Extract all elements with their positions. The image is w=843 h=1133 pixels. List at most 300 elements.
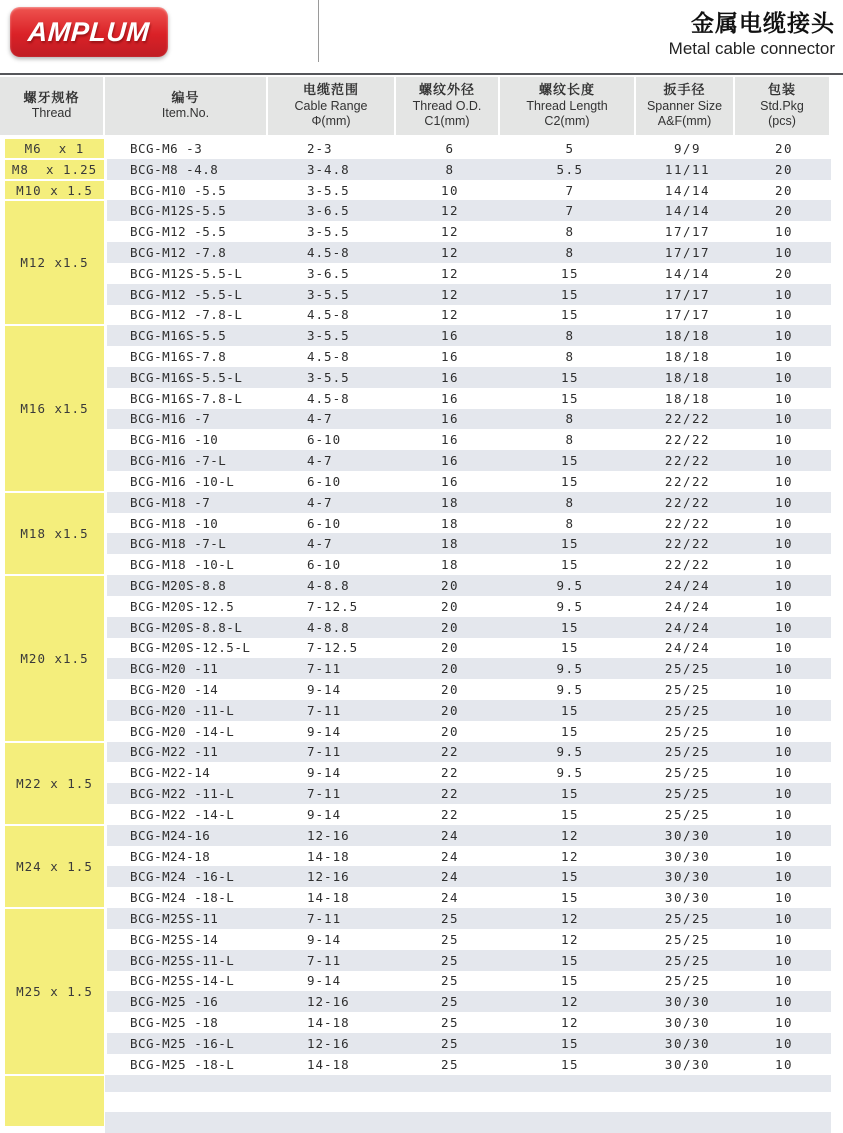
- spanner-size-cell: 30/30: [664, 1015, 711, 1031]
- std-pkg-cell: 10: [774, 848, 794, 864]
- cable-range-cell: 4.5-8: [307, 390, 350, 406]
- cable-range-cell: 6-10: [307, 515, 342, 531]
- thread-length-cell: 15: [502, 450, 638, 471]
- column-header-label: 电缆范围: [302, 82, 359, 98]
- thread-length-cell: 9.5: [556, 765, 584, 781]
- thread-od-cell: 24: [398, 866, 502, 887]
- column-header-label: 螺纹长度: [538, 82, 595, 98]
- item-no-cell: BCG-M16 -10-L: [105, 471, 270, 492]
- thread-od-cell: 20: [440, 723, 460, 739]
- column-header-label: 螺纹外径: [418, 82, 475, 98]
- thread-length-cell: 15: [502, 284, 638, 305]
- thread-length-cell: 8: [502, 325, 638, 346]
- std-pkg-cell: 10: [737, 700, 831, 721]
- std-pkg-cell: 10: [774, 806, 794, 822]
- spanner-size-cell: 25/25: [638, 783, 737, 804]
- thread-od-cell: 22: [440, 765, 460, 781]
- column-header-label: 螺牙规格: [23, 90, 80, 106]
- thread-length-cell: 15: [560, 806, 580, 822]
- thread-od-cell: 16: [398, 367, 502, 388]
- item-no-cell: BCG-M6 -3: [105, 138, 270, 159]
- thread-group-cell: M12 x1.5: [5, 201, 104, 324]
- header-divider-line: [318, 0, 319, 62]
- column-header-thread-length: [500, 77, 634, 135]
- thread-group-cell: M24 x 1.5: [5, 826, 104, 907]
- spanner-size-cell: 30/30: [664, 1056, 711, 1072]
- thread-od-cell: 25: [398, 908, 502, 929]
- item-no-cell: BCG-M25 -16: [105, 991, 270, 1012]
- cable-range-cell: 3-5.5: [270, 284, 398, 305]
- thread-length-cell: 15: [502, 950, 638, 971]
- spanner-size-cell: 25/25: [664, 682, 711, 698]
- item-no-cell: BCG-M16 -7: [105, 409, 270, 430]
- thread-length-cell: 12: [560, 848, 580, 864]
- cable-range-cell: 14-18: [307, 848, 350, 864]
- item-no-cell: BCG-M24 -18-L: [105, 887, 270, 908]
- thread-od-cell: 24: [398, 825, 502, 846]
- cable-range-cell: 12-16: [270, 1033, 398, 1054]
- cable-range-cell: 7-11: [270, 908, 398, 929]
- thread-length-cell: 15: [560, 473, 580, 489]
- cable-range-cell: 9-14: [307, 806, 342, 822]
- spanner-size-cell: 24/24: [664, 598, 711, 614]
- thread-group-cell: M10 x 1.5: [5, 181, 104, 200]
- item-no-cell: BCG-M22 -11: [105, 742, 270, 763]
- thread-od-cell: 12: [398, 200, 502, 221]
- spanner-size-cell: 30/30: [664, 848, 711, 864]
- std-pkg-cell: 10: [737, 991, 831, 1012]
- std-pkg-cell: 10: [737, 658, 831, 679]
- item-no-cell: BCG-M12 -7.8-L: [105, 305, 270, 326]
- item-no-cell: BCG-M12 -7.8: [105, 242, 270, 263]
- thread-length-cell: 15: [560, 723, 580, 739]
- thread-length-cell: 8: [565, 432, 575, 448]
- thread-length-cell: 15: [502, 533, 638, 554]
- spanner-size-cell: 30/30: [638, 991, 737, 1012]
- item-no-cell: BCG-M20S-12.5: [105, 596, 270, 617]
- column-header-label: 包装: [767, 82, 796, 98]
- thread-od-cell: 16: [440, 390, 460, 406]
- thread-length-cell: 12: [502, 825, 638, 846]
- thread-length-cell: 15: [502, 1033, 638, 1054]
- thread-length-cell: 15: [560, 973, 580, 989]
- cable-range-cell: 9-14: [307, 723, 342, 739]
- item-no-cell: BCG-M10 -5.5: [105, 180, 270, 201]
- std-pkg-cell: 10: [737, 617, 831, 638]
- thread-length-cell: 8: [502, 409, 638, 430]
- thread-length-cell: 9.5: [502, 575, 638, 596]
- cable-range-cell: 9-14: [307, 931, 342, 947]
- column-header-label: Cable Range: [294, 98, 368, 113]
- std-pkg-cell: 10: [774, 390, 794, 406]
- spanner-size-cell: 14/14: [664, 265, 711, 281]
- item-no-cell: BCG-M20 -14-L: [105, 721, 270, 742]
- thread-length-cell: 8: [565, 349, 575, 365]
- thread-group-cell: M25 x 1.5: [5, 909, 104, 1074]
- empty-row: [105, 1075, 831, 1092]
- spanner-size-cell: 30/30: [638, 866, 737, 887]
- item-no-cell: BCG-M22 -14-L: [105, 804, 270, 825]
- thread-length-cell: 15: [560, 640, 580, 656]
- std-pkg-cell: 10: [774, 432, 794, 448]
- cable-range-cell: 7-11: [270, 950, 398, 971]
- spanner-size-cell: 14/14: [638, 200, 737, 221]
- thread-group-cell: M6 x 1: [5, 139, 104, 158]
- cable-range-cell: 14-18: [307, 1015, 350, 1031]
- cable-range-cell: 4.5-8: [270, 242, 398, 263]
- cable-range-cell: 3-5.5: [270, 367, 398, 388]
- thread-od-cell: 25: [398, 950, 502, 971]
- thread-od-cell: 12: [398, 242, 502, 263]
- std-pkg-cell: 10: [774, 557, 794, 573]
- std-pkg-cell: 20: [774, 265, 794, 281]
- spanner-size-cell: 24/24: [664, 640, 711, 656]
- cable-range-cell: 14-18: [307, 890, 350, 906]
- cable-range-cell: 9-14: [307, 682, 342, 698]
- std-pkg-cell: 10: [737, 783, 831, 804]
- cable-range-cell: 14-18: [307, 1056, 350, 1072]
- thread-od-cell: 20: [398, 700, 502, 721]
- spanner-size-cell: 17/17: [664, 224, 711, 240]
- cable-range-cell: 4.5-8: [307, 349, 350, 365]
- thread-group-cell-empty: [5, 1076, 104, 1126]
- std-pkg-cell: 10: [737, 575, 831, 596]
- thread-od-cell: 12: [398, 284, 502, 305]
- spanner-size-cell: 25/25: [638, 950, 737, 971]
- item-no-cell: BCG-M12 -5.5-L: [105, 284, 270, 305]
- spanner-size-cell: 25/25: [638, 742, 737, 763]
- thread-od-cell: 16: [440, 473, 460, 489]
- item-no-cell: BCG-M18 -7-L: [105, 533, 270, 554]
- thread-length-cell: 15: [502, 783, 638, 804]
- item-no-cell: BCG-M25S-14-L: [105, 971, 270, 992]
- page-titles: [669, 5, 835, 59]
- thread-length-cell: 12: [560, 931, 580, 947]
- cable-range-cell: 3-6.5: [270, 200, 398, 221]
- cable-range-cell: 7-11: [270, 783, 398, 804]
- cable-range-cell: 7-12.5: [307, 640, 359, 656]
- std-pkg-cell: 10: [737, 825, 831, 846]
- cable-range-cell: 4.5-8: [307, 307, 350, 323]
- item-no-cell: BCG-M25 -18-L: [105, 1054, 270, 1075]
- thread-length-cell: 15: [502, 866, 638, 887]
- item-no-cell: BCG-M16 -10: [105, 429, 270, 450]
- column-header-label: A&F(mm): [657, 114, 712, 129]
- spanner-size-cell: 18/18: [638, 325, 737, 346]
- thread-od-cell: 25: [398, 991, 502, 1012]
- item-no-cell: BCG-M16S-7.8-L: [105, 388, 270, 409]
- thread-length-cell: 8: [565, 224, 575, 240]
- thread-od-cell: 6: [445, 140, 455, 156]
- spanner-size-cell: 30/30: [664, 890, 711, 906]
- cable-range-cell: 3-6.5: [307, 265, 350, 281]
- cable-range-cell: 7-11: [270, 658, 398, 679]
- thread-od-cell: 20: [398, 575, 502, 596]
- std-pkg-cell: 10: [774, 682, 794, 698]
- thread-group-cell: M8 x 1.25: [5, 160, 104, 179]
- thread-length-cell: 9.5: [556, 682, 584, 698]
- thread-length-cell: 15: [560, 557, 580, 573]
- item-no-cell: BCG-M22-14: [105, 762, 270, 783]
- spanner-size-cell: 18/18: [664, 349, 711, 365]
- cable-range-cell: 2-3: [307, 140, 333, 156]
- std-pkg-cell: 10: [737, 409, 831, 430]
- item-no-cell: BCG-M20 -11: [105, 658, 270, 679]
- item-no-cell: BCG-M25S-11-L: [105, 950, 270, 971]
- item-no-cell: BCG-M22 -11-L: [105, 783, 270, 804]
- thread-od-cell: 18: [398, 492, 502, 513]
- cable-range-cell: 4-8.8: [270, 575, 398, 596]
- cable-range-cell: 4-8.8: [270, 617, 398, 638]
- item-no-cell: BCG-M25S-11: [105, 908, 270, 929]
- thread-od-cell: 22: [398, 783, 502, 804]
- thread-od-cell: 20: [440, 640, 460, 656]
- cable-range-cell: 6-10: [307, 473, 342, 489]
- std-pkg-cell: 10: [774, 723, 794, 739]
- thread-length-cell: 8: [565, 515, 575, 531]
- spanner-size-cell: 14/14: [664, 182, 711, 198]
- amplum-logo: [10, 7, 168, 57]
- std-pkg-cell: 10: [737, 242, 831, 263]
- spanner-size-cell: 25/25: [638, 658, 737, 679]
- spanner-size-cell: 25/25: [664, 973, 711, 989]
- thread-length-cell: 7: [565, 182, 575, 198]
- column-header-thread: [0, 77, 103, 135]
- spanner-size-cell: 17/17: [638, 242, 737, 263]
- std-pkg-cell: 10: [737, 1033, 831, 1054]
- spanner-size-cell: 25/25: [664, 765, 711, 781]
- column-header-item-no-: [105, 77, 266, 135]
- thread-length-cell: 9.5: [502, 658, 638, 679]
- item-no-cell: BCG-M16 -7-L: [105, 450, 270, 471]
- column-header-label: C2(mm): [544, 114, 590, 129]
- item-no-cell: BCG-M18 -7: [105, 492, 270, 513]
- thread-group-cell: M18 x1.5: [5, 493, 104, 574]
- thread-od-cell: 16: [398, 409, 502, 430]
- std-pkg-cell: 10: [737, 492, 831, 513]
- thread-length-cell: 15: [560, 265, 580, 281]
- cable-range-cell: 12-16: [270, 866, 398, 887]
- spanner-size-cell: 30/30: [638, 1033, 737, 1054]
- std-pkg-cell: 10: [737, 908, 831, 929]
- thread-od-cell: 12: [440, 265, 460, 281]
- cable-range-cell: 12-16: [270, 991, 398, 1012]
- std-pkg-cell: 10: [774, 515, 794, 531]
- column-header-label: Thread Length: [526, 98, 608, 113]
- thread-od-cell: 24: [440, 848, 460, 864]
- thread-length-cell: 5.5: [502, 159, 638, 180]
- cable-range-cell: 6-10: [307, 432, 342, 448]
- thread-od-cell: 22: [398, 742, 502, 763]
- std-pkg-cell: 10: [774, 931, 794, 947]
- std-pkg-cell: 10: [774, 640, 794, 656]
- column-header-label: Spanner Size: [646, 98, 723, 113]
- std-pkg-cell: 10: [737, 866, 831, 887]
- spanner-size-cell: 25/25: [664, 723, 711, 739]
- thread-group-cell: M22 x 1.5: [5, 743, 104, 824]
- std-pkg-cell: 20: [737, 200, 831, 221]
- item-no-cell: BCG-M20 -11-L: [105, 700, 270, 721]
- thread-od-cell: 20: [440, 598, 460, 614]
- column-header-std-pkg: [735, 77, 829, 135]
- thread-length-cell: 12: [502, 908, 638, 929]
- spanner-size-cell: 22/22: [664, 515, 711, 531]
- spanner-size-cell: 25/25: [664, 931, 711, 947]
- cable-range-cell: 4-7: [270, 409, 398, 430]
- std-pkg-cell: 10: [774, 1056, 794, 1072]
- cable-range-cell: 9-14: [307, 765, 342, 781]
- thread-length-cell: 9.5: [556, 598, 584, 614]
- thread-length-cell: 15: [560, 390, 580, 406]
- std-pkg-cell: 10: [737, 325, 831, 346]
- page-title-english: Metal cable connector: [668, 39, 835, 58]
- item-no-cell: BCG-M16S-7.8: [105, 346, 270, 367]
- thread-od-cell: 16: [398, 325, 502, 346]
- thread-length-cell: 9.5: [502, 742, 638, 763]
- thread-od-cell: 20: [398, 658, 502, 679]
- thread-od-cell: 16: [440, 349, 460, 365]
- item-no-cell: BCG-M25S-14: [105, 929, 270, 950]
- std-pkg-cell: 10: [737, 533, 831, 554]
- thread-od-cell: 24: [440, 890, 460, 906]
- page-title-chinese: 金属电缆接头: [691, 10, 835, 36]
- item-no-cell: BCG-M20S-8.8-L: [105, 617, 270, 638]
- thread-od-cell: 16: [398, 450, 502, 471]
- spanner-size-cell: 24/24: [638, 575, 737, 596]
- column-header-label: Item.No.: [161, 106, 210, 121]
- thread-length-cell: 8: [502, 242, 638, 263]
- cable-range-cell: 4-7: [270, 492, 398, 513]
- cable-range-cell: 3-5.5: [307, 182, 350, 198]
- column-header-label: Thread O.D.: [412, 98, 482, 113]
- thread-length-cell: 15: [502, 617, 638, 638]
- std-pkg-cell: 20: [774, 140, 794, 156]
- thread-od-cell: 8: [398, 159, 502, 180]
- cable-range-cell: 6-10: [307, 557, 342, 573]
- std-pkg-cell: 10: [737, 950, 831, 971]
- cable-range-cell: 7-11: [270, 700, 398, 721]
- thread-length-cell: 15: [502, 700, 638, 721]
- spanner-size-cell: 25/25: [638, 908, 737, 929]
- item-no-cell: BCG-M24-16: [105, 825, 270, 846]
- thread-od-cell: 12: [440, 224, 460, 240]
- spanner-size-cell: 22/22: [638, 492, 737, 513]
- column-header-label: (pcs): [768, 114, 796, 129]
- column-header-spanner-size: [636, 77, 733, 135]
- thread-od-cell: 25: [440, 1056, 460, 1072]
- thread-od-cell: 22: [440, 806, 460, 822]
- item-no-cell: BCG-M20S-12.5-L: [105, 638, 270, 659]
- std-pkg-cell: 10: [774, 349, 794, 365]
- spanner-size-cell: 22/22: [638, 450, 737, 471]
- item-no-cell: BCG-M20S-8.8: [105, 575, 270, 596]
- std-pkg-cell: 10: [774, 473, 794, 489]
- thread-od-cell: 25: [398, 1033, 502, 1054]
- thread-od-cell: 18: [440, 557, 460, 573]
- std-pkg-cell: 10: [774, 598, 794, 614]
- cable-range-cell: 3-5.5: [307, 224, 350, 240]
- empty-row: [105, 1092, 831, 1112]
- std-pkg-cell: 10: [774, 224, 794, 240]
- item-no-cell: BCG-M12S-5.5: [105, 200, 270, 221]
- std-pkg-cell: 10: [737, 284, 831, 305]
- spanner-size-cell: 18/18: [638, 367, 737, 388]
- column-header-label: 扳手径: [663, 82, 706, 98]
- column-header-thread-o-d-: [396, 77, 498, 135]
- spanner-size-cell: 24/24: [638, 617, 737, 638]
- std-pkg-cell: 20: [737, 159, 831, 180]
- std-pkg-cell: 10: [774, 307, 794, 323]
- spanner-size-cell: 22/22: [664, 473, 711, 489]
- cable-range-cell: 4-7: [270, 533, 398, 554]
- thread-length-cell: 5: [565, 140, 575, 156]
- thread-od-cell: 25: [440, 931, 460, 947]
- cable-range-cell: 3-4.8: [270, 159, 398, 180]
- item-no-cell: BCG-M12S-5.5-L: [105, 263, 270, 284]
- thread-od-cell: 16: [440, 432, 460, 448]
- thread-length-cell: 12: [502, 991, 638, 1012]
- thread-length-cell: 15: [560, 307, 580, 323]
- thread-od-cell: 18: [440, 515, 460, 531]
- spanner-size-cell: 17/17: [638, 284, 737, 305]
- item-no-cell: BCG-M24 -16-L: [105, 866, 270, 887]
- std-pkg-cell: 10: [737, 450, 831, 471]
- item-no-cell: BCG-M8 -4.8: [105, 159, 270, 180]
- thread-length-cell: 8: [502, 492, 638, 513]
- cable-range-cell: 4-7: [270, 450, 398, 471]
- thread-length-cell: 15: [560, 890, 580, 906]
- spanner-size-cell: 11/11: [638, 159, 737, 180]
- cable-range-cell: 7-12.5: [307, 598, 359, 614]
- cable-range-cell: 9-14: [307, 973, 342, 989]
- thread-od-cell: 25: [440, 973, 460, 989]
- thread-od-cell: 20: [440, 682, 460, 698]
- empty-row: [105, 1112, 831, 1133]
- thread-od-cell: 20: [398, 617, 502, 638]
- spanner-size-cell: 22/22: [664, 557, 711, 573]
- spanner-size-cell: 25/25: [638, 700, 737, 721]
- item-no-cell: BCG-M25 -16-L: [105, 1033, 270, 1054]
- page-header: [0, 0, 843, 75]
- item-no-cell: BCG-M18 -10: [105, 513, 270, 534]
- cable-range-cell: 7-11: [270, 742, 398, 763]
- spanner-size-cell: 22/22: [638, 533, 737, 554]
- thread-group-cell: M16 x1.5: [5, 326, 104, 491]
- item-no-cell: BCG-M20 -14: [105, 679, 270, 700]
- std-pkg-cell: 10: [737, 367, 831, 388]
- spanner-size-cell: 22/22: [664, 432, 711, 448]
- column-header-label: Φ(mm): [311, 114, 351, 129]
- spanner-size-cell: 22/22: [638, 409, 737, 430]
- std-pkg-cell: 10: [774, 1015, 794, 1031]
- item-no-cell: BCG-M16S-5.5: [105, 325, 270, 346]
- spanner-size-cell: 30/30: [638, 825, 737, 846]
- cable-range-cell: 12-16: [270, 825, 398, 846]
- table-header-row: [0, 77, 843, 135]
- std-pkg-cell: 10: [737, 742, 831, 763]
- thread-od-cell: 12: [440, 307, 460, 323]
- column-header-label: Std.Pkg: [760, 98, 804, 113]
- spanner-size-cell: 9/9: [673, 140, 702, 156]
- cable-range-cell: 3-5.5: [270, 325, 398, 346]
- thread-od-cell: 10: [440, 182, 460, 198]
- spec-table-body: [0, 138, 843, 1133]
- item-no-cell: BCG-M16S-5.5-L: [105, 367, 270, 388]
- thread-length-cell: 12: [560, 1015, 580, 1031]
- thread-length-cell: 15: [560, 1056, 580, 1072]
- std-pkg-cell: 10: [774, 765, 794, 781]
- amplum-logo-text: AMPLUM: [27, 16, 151, 47]
